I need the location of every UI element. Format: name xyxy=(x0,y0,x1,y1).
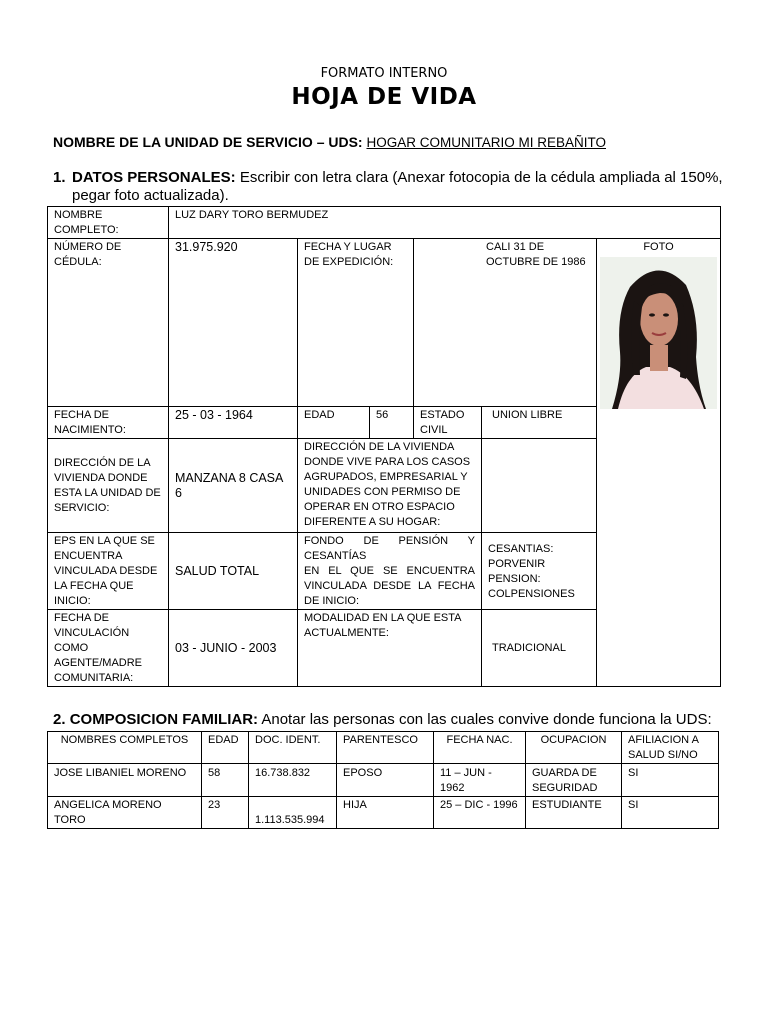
fondo-label xyxy=(298,533,482,610)
cedula-label: NÚMERO DE CÉDULA: xyxy=(48,239,169,407)
nacimiento-value: 25 - 03 - 1964 xyxy=(169,407,298,439)
family-cell-birth: 25 – DIC - 1996 xyxy=(434,797,526,829)
fondo-label-line1: FONDO DE PENSIÓN Y CESANTÍAS xyxy=(304,535,475,562)
section-1-heading xyxy=(53,169,733,205)
family-cell-occupation: GUARDA DE SEGURIDAD xyxy=(526,764,622,797)
edad-label: EDAD xyxy=(298,407,370,439)
direccion-vive-label: DIRECCIÓN DE LA VIVIENDA DONDE VIVE PARA LOS CASOS AGRUPADOS, EMPRESARIAL Y UNIDADES CON PERMISO DE OPERAR EN OTRO ESPACIO DIFERENTE A SU HOGAR: xyxy=(298,439,482,533)
family-cell-health: SI xyxy=(622,797,719,829)
uds-line xyxy=(53,134,606,150)
cedula-value: 31.975.920 xyxy=(169,239,298,407)
estado-label: ESTADO CIVIL xyxy=(414,407,482,439)
modalidad-value: TRADICIONAL xyxy=(482,610,597,687)
modalidad-label: MODALIDAD EN LA QUE ESTA ACTUALMENTE: xyxy=(298,610,482,687)
nacimiento-label: FECHA DE NACIMIENTO: xyxy=(48,407,169,439)
section-2-title: COMPOSICION FAMILIAR: xyxy=(69,711,259,728)
section-2-instruction: Anotar las personas con las cuales convive donde funciona la UDS: xyxy=(261,711,712,728)
uds-value: HOGAR COMUNITARIO MI REBAÑITO xyxy=(366,135,606,150)
family-cell-name: JOSE LIBANIEL MORENO xyxy=(48,764,202,797)
family-col-header: DOC. IDENT. xyxy=(249,732,337,764)
fondo-value: CESANTIAS: PORVENIR PENSION: COLPENSIONES xyxy=(482,533,597,610)
person-photo xyxy=(600,257,717,409)
direccion-uds-label: DIRECCIÓN DE LA VIVIENDA DONDE ESTA LA UNIDAD DE SERVICIO: xyxy=(48,439,169,533)
section-2-heading xyxy=(53,711,712,728)
table-row xyxy=(48,797,719,829)
nombre-label: NOMBRE COMPLETO: xyxy=(48,207,169,239)
family-col-header: OCUPACION xyxy=(526,732,622,764)
nombre-value: LUZ DARY TORO BERMUDEZ xyxy=(169,207,721,239)
family-cell-health: SI xyxy=(622,764,719,797)
photo-cell xyxy=(597,239,721,687)
family-table xyxy=(47,731,719,829)
section-2-number: 2. xyxy=(53,711,66,728)
eps-label: EPS EN LA QUE SE ENCUENTRA VINCULADA DESDE LA FECHA QUE INICIO: xyxy=(48,533,169,610)
edad-value: 56 xyxy=(370,407,414,439)
personal-data-table xyxy=(47,206,721,687)
form-title: HOJA DE VIDA xyxy=(291,84,477,110)
family-cell-relation: HIJA xyxy=(337,797,434,829)
family-col-header: FECHA NAC. xyxy=(434,732,526,764)
section-1-number: 1. xyxy=(53,169,66,186)
family-col-header: PARENTESCO xyxy=(337,732,434,764)
family-header-row xyxy=(48,732,719,764)
table-row xyxy=(48,764,719,797)
family-col-header: NOMBRES COMPLETOS xyxy=(48,732,202,764)
expedicion-value: CALI 31 DE OCTUBRE DE 1986 xyxy=(414,239,597,407)
family-col-header: AFILIACION A SALUD SI/NO xyxy=(622,732,719,764)
uds-label: NOMBRE DE LA UNIDAD DE SERVICIO – UDS: xyxy=(53,134,363,150)
form-subtitle: FORMATO INTERNO xyxy=(320,66,448,81)
fondo-label-line2: EN EL QUE SE ENCUENTRA VINCULADA DESDE LA FECHA DE INICIO: xyxy=(304,565,475,607)
photo xyxy=(597,257,720,414)
estado-value: UNION LIBRE xyxy=(482,407,597,439)
family-cell-doc: 1.113.535.994 xyxy=(249,797,337,829)
family-cell-relation: EPOSO xyxy=(337,764,434,797)
vinculacion-label: FECHA DE VINCULACIÓN COMO AGENTE/MADRE COMUNITARIA: xyxy=(48,610,169,687)
family-col-header: EDAD xyxy=(202,732,249,764)
photo-label: FOTO xyxy=(643,241,674,253)
section-1-instruction-cont: pegar foto actualizada). xyxy=(72,187,229,204)
family-cell-occupation: ESTUDIANTE xyxy=(526,797,622,829)
vinculacion-value: 03 - JUNIO - 2003 xyxy=(169,610,298,687)
section-1-title: DATOS PERSONALES: xyxy=(72,169,236,186)
expedicion-label: FECHA Y LUGAR DE EXPEDICIÓN: xyxy=(298,239,414,407)
family-cell-age: 58 xyxy=(202,764,249,797)
eps-value: SALUD TOTAL xyxy=(169,533,298,610)
section-1-instruction: Escribir con letra clara (Anexar fotocopia de la cédula ampliada al 150%, xyxy=(239,169,723,186)
family-cell-name: ANGELICA MORENO TORO xyxy=(48,797,202,829)
direccion-vive-value xyxy=(482,439,597,533)
direccion-uds-value: MANZANA 8 CASA 6 xyxy=(169,439,298,533)
family-cell-birth: 11 – JUN - 1962 xyxy=(434,764,526,797)
family-cell-doc: 16.738.832 xyxy=(249,764,337,797)
family-cell-age: 23 xyxy=(202,797,249,829)
